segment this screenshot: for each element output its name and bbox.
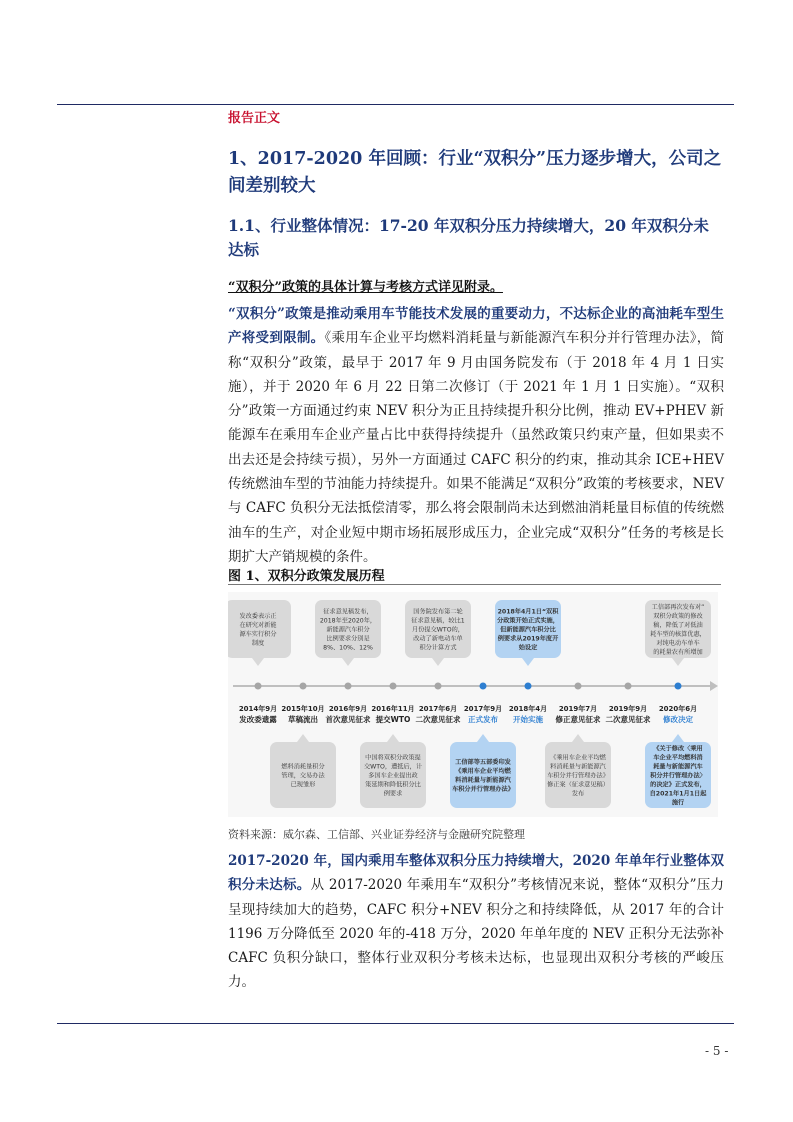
bottom-event-box-pointer bbox=[477, 734, 489, 742]
section-tag: 报告正文 bbox=[228, 111, 281, 126]
bottom-event-box-text: 多国车企业提出政 bbox=[368, 772, 418, 780]
timeline-event: 修改决定 bbox=[663, 715, 693, 724]
policy-timeline-svg bbox=[228, 592, 718, 817]
timeline-event: 修正意见征求 bbox=[555, 715, 601, 724]
top-event-box-text: 比例要求分别是 bbox=[326, 635, 370, 643]
bottom-event-box-text: 车企业平均燃料消 bbox=[653, 754, 703, 762]
bottom-event-box-text: 耗量与新能源汽车 bbox=[653, 763, 703, 771]
timeline-event: 首次意见征求 bbox=[325, 715, 371, 724]
bottom-event-box-text: 例要求 bbox=[383, 790, 403, 798]
bottom-event-box-text: 交WTO，遭抵后，计 bbox=[363, 763, 423, 771]
bottom-event-box-text: 燃料消耗量积分 bbox=[281, 763, 325, 771]
bottom-event-box-text: 料消耗量与新能源汽 bbox=[455, 777, 511, 784]
top-event-box-pointer bbox=[342, 658, 354, 666]
bottom-event-box-text: 的决定》正式发布， bbox=[650, 781, 706, 789]
bottom-event-box-text: 工信部等五部委印发 bbox=[455, 759, 511, 766]
top-event-box-pointer bbox=[522, 658, 534, 666]
bottom-event-box-text: 管理，交易办法 bbox=[281, 772, 325, 780]
top-event-box-text: 始设定 bbox=[518, 644, 538, 652]
top-event-box-text: 征求意见稿，较比1 bbox=[411, 617, 465, 625]
timeline-date: 2017年6月 bbox=[418, 705, 458, 713]
paragraph-1-body: 《乘用车企业平均燃料消耗量与新能源汽车积分并行管理办法》，简称“双积分”政策，最早于 2017 年 9 月由国务院发布（于 2018 年 4 月 1 日实施），并于 2020 年 6 月 22 日第二次修订（于 2021 年 1 月 1 日实施）。“双积分”政策一方面通过约束 NEV 积分为正且持续提升积分比例，推动 EV+PHEV 新能源车在乘用车企业产量占比中获得持续提升（虽然政策只约束产量，但如果卖不出去还是会持续亏损），另外一方面通过 CAFC 积分的约束，推动其余 ICE+HEV 传统燃油车型的节油能力持续提升。如果不能满足“双积分”政策的考核要求，NEV 与 CAFC 负积分无法抵偿清零，那么将会限制尚未达到燃油消耗量目标值的传统燃油车的生产，对企业短中期市场拓展形成压力，企业完成“双积分”任务的考核是长期扩大产销规模的条件。 bbox=[228, 330, 725, 565]
paragraph-2-lead: 2017-2020 年，国内乘用车整体双积分压力持续增大，2020 年单年行业整体双积分未达标。 bbox=[228, 853, 724, 894]
paragraph-1-lead: “双积分”政策是推动乘用车节能技术发展的重要动力，不达标企业的高油耗车型生产将受到限制。 bbox=[228, 306, 724, 347]
timeline-arrow-icon bbox=[710, 681, 718, 691]
top-event-box-pointer bbox=[432, 658, 444, 666]
figure-source: 资料来源：威尔森、工信部、兴业证券经济与金融研究院整理 bbox=[228, 828, 525, 841]
bottom-event-box-text: 施行 bbox=[671, 799, 685, 807]
top-event-box-text: 分政策开始正式实施， bbox=[497, 617, 559, 625]
bottom-event-box-text: 料消耗量与新能源汽 bbox=[550, 763, 606, 771]
bottom-event-box-text: 策延期和降低积分比 bbox=[365, 781, 421, 789]
top-event-box-text: 征求意见稿发布， bbox=[323, 608, 373, 616]
timeline-date: 2020年6月 bbox=[658, 705, 698, 713]
top-event-box-text: 新能源汽车积分 bbox=[326, 626, 370, 634]
top-event-box-pointer bbox=[252, 658, 264, 666]
top-event-box-text: 2018年4月1日“双积 bbox=[497, 608, 559, 616]
timeline-dot bbox=[255, 683, 262, 690]
top-event-box-text: 但新能源汽车积分比 bbox=[500, 626, 556, 634]
top-event-box-text: 制度 bbox=[251, 640, 265, 647]
timeline-date: 2016年11月 bbox=[371, 705, 415, 713]
timeline-dot bbox=[525, 683, 532, 690]
top-event-box bbox=[228, 600, 291, 658]
timeline-dot bbox=[675, 683, 682, 690]
bottom-event-box-text: 修正案（征求意见稿） bbox=[547, 781, 609, 789]
top-event-box-text: 积分计算方式 bbox=[419, 644, 457, 652]
top-event-box-text: 对纯电动车单车 bbox=[656, 640, 700, 647]
paragraph-2-body: 从 2017-2020 年乘用车“双积分”考核情况来说，整体“双积分”压力呈现持续加大的趋势，CAFC 积分+NEV 积分之和持续降低，从 2017 年的合计 1196 万分降低至 2020 年的-418 万分，2020 年单年度的 NEV 正积分无法弥补 CAFC 负积分缺口，整体行业双积分考核未达标，也显现出双积分考核的严峻压力。 bbox=[228, 877, 725, 991]
timeline-date: 2018年4月 bbox=[508, 705, 548, 713]
bottom-event-box-text: 自2021年1月1日起 bbox=[649, 790, 707, 798]
top-event-box-text: 例要求从2019年度开 bbox=[497, 635, 559, 643]
figure-title: 图 1、双积分政策发展历程 bbox=[228, 569, 385, 584]
bottom-event-box bbox=[450, 742, 516, 808]
top-event-box-text: 改动了新电动车单 bbox=[413, 635, 463, 643]
timeline-event: 发改委遗露 bbox=[239, 715, 277, 724]
top-event-box-text: 的耗量农有所增加 bbox=[653, 649, 703, 656]
top-event-box-pointer bbox=[672, 658, 684, 666]
timeline-dot bbox=[345, 683, 352, 690]
timeline-dot bbox=[625, 683, 632, 690]
timeline-event: 二次意见征求 bbox=[605, 715, 651, 724]
bottom-event-box-text: 发布 bbox=[571, 790, 585, 798]
timeline-event: 草稿流出 bbox=[288, 715, 318, 724]
footer-rule bbox=[57, 1023, 734, 1024]
top-event-box-text: 在研究对新能 bbox=[239, 622, 277, 629]
top-event-box-text: 2018年至2020年， bbox=[319, 617, 377, 625]
bottom-event-box-text: 中国将双积分政策提 bbox=[365, 754, 421, 762]
top-event-box-text: 月份提交WTO的， bbox=[412, 626, 464, 634]
top-event-box-text: 双积分政策的修改 bbox=[653, 613, 703, 620]
appendix-note: “双积分”政策的具体计算与考核方式详见附录。 bbox=[228, 280, 503, 295]
top-event-box-text: 8%、10%、12% bbox=[323, 644, 373, 652]
timeline-event: 正式发布 bbox=[468, 715, 498, 724]
header-rule bbox=[57, 104, 734, 105]
timeline-date: 2019年7月 bbox=[558, 705, 598, 713]
bottom-event-box-text: 车积分并行管理办法》 bbox=[547, 772, 609, 780]
policy-timeline-figure bbox=[228, 592, 718, 817]
timeline-event: 开始实施 bbox=[513, 715, 543, 724]
page-number: - 5 - bbox=[705, 1044, 729, 1058]
timeline-dot bbox=[435, 683, 442, 690]
timeline-date: 2016年9月 bbox=[328, 705, 368, 713]
bottom-event-box-text: 《关于修改〈乘用 bbox=[653, 745, 703, 753]
bottom-event-box-pointer bbox=[672, 734, 684, 742]
timeline-event: 二次意见征求 bbox=[415, 715, 461, 724]
timeline-dot bbox=[575, 683, 582, 690]
bottom-event-box-text: 车积分并行管理办法》 bbox=[452, 786, 514, 793]
bottom-event-box-pointer bbox=[572, 734, 584, 742]
timeline-date: 2019年9月 bbox=[608, 705, 648, 713]
top-event-box-text: 耗车型的核算优惠， bbox=[650, 631, 706, 638]
paragraph-2 bbox=[228, 849, 724, 995]
bottom-event-box-pointer bbox=[297, 734, 309, 742]
top-event-box-text: 工信部再次发布对” bbox=[651, 604, 705, 611]
paragraph-1 bbox=[228, 302, 724, 569]
bottom-event-box-text: 积分并行管理办法〉 bbox=[650, 772, 706, 780]
timeline-dot bbox=[480, 683, 487, 690]
heading-1: 1、2017-2020 年回顾：行业“双积分”压力逐步增大，公司之间差别较大 bbox=[228, 149, 722, 196]
figure-rule bbox=[228, 584, 721, 585]
timeline-date: 2017年9月 bbox=[463, 705, 503, 713]
timeline-dot bbox=[300, 683, 307, 690]
bottom-event-box-text: 已现雏形 bbox=[290, 781, 316, 789]
bottom-event-box-text: 《乘用车企业平均燃 bbox=[455, 768, 511, 775]
bottom-event-box-text: 《乘用车企业平均燃 bbox=[550, 754, 606, 762]
timeline-dot bbox=[390, 683, 397, 690]
timeline-event: 提交WTO bbox=[375, 715, 411, 724]
timeline-date: 2015年10月 bbox=[281, 705, 325, 713]
heading-2: 1.1、行业整体情况：17-20 年双积分压力持续增大，20 年双积分未达标 bbox=[228, 216, 709, 259]
top-event-box-text: 国务院发布第二轮 bbox=[413, 608, 463, 616]
top-event-box-text: 源车实行积分 bbox=[239, 631, 277, 638]
top-event-box-text: 稿，降低了对低油 bbox=[653, 622, 703, 629]
bottom-event-box-pointer bbox=[387, 734, 399, 742]
top-event-box-text: 发改委表示正 bbox=[239, 613, 277, 620]
timeline-date: 2014年9月 bbox=[238, 705, 278, 713]
